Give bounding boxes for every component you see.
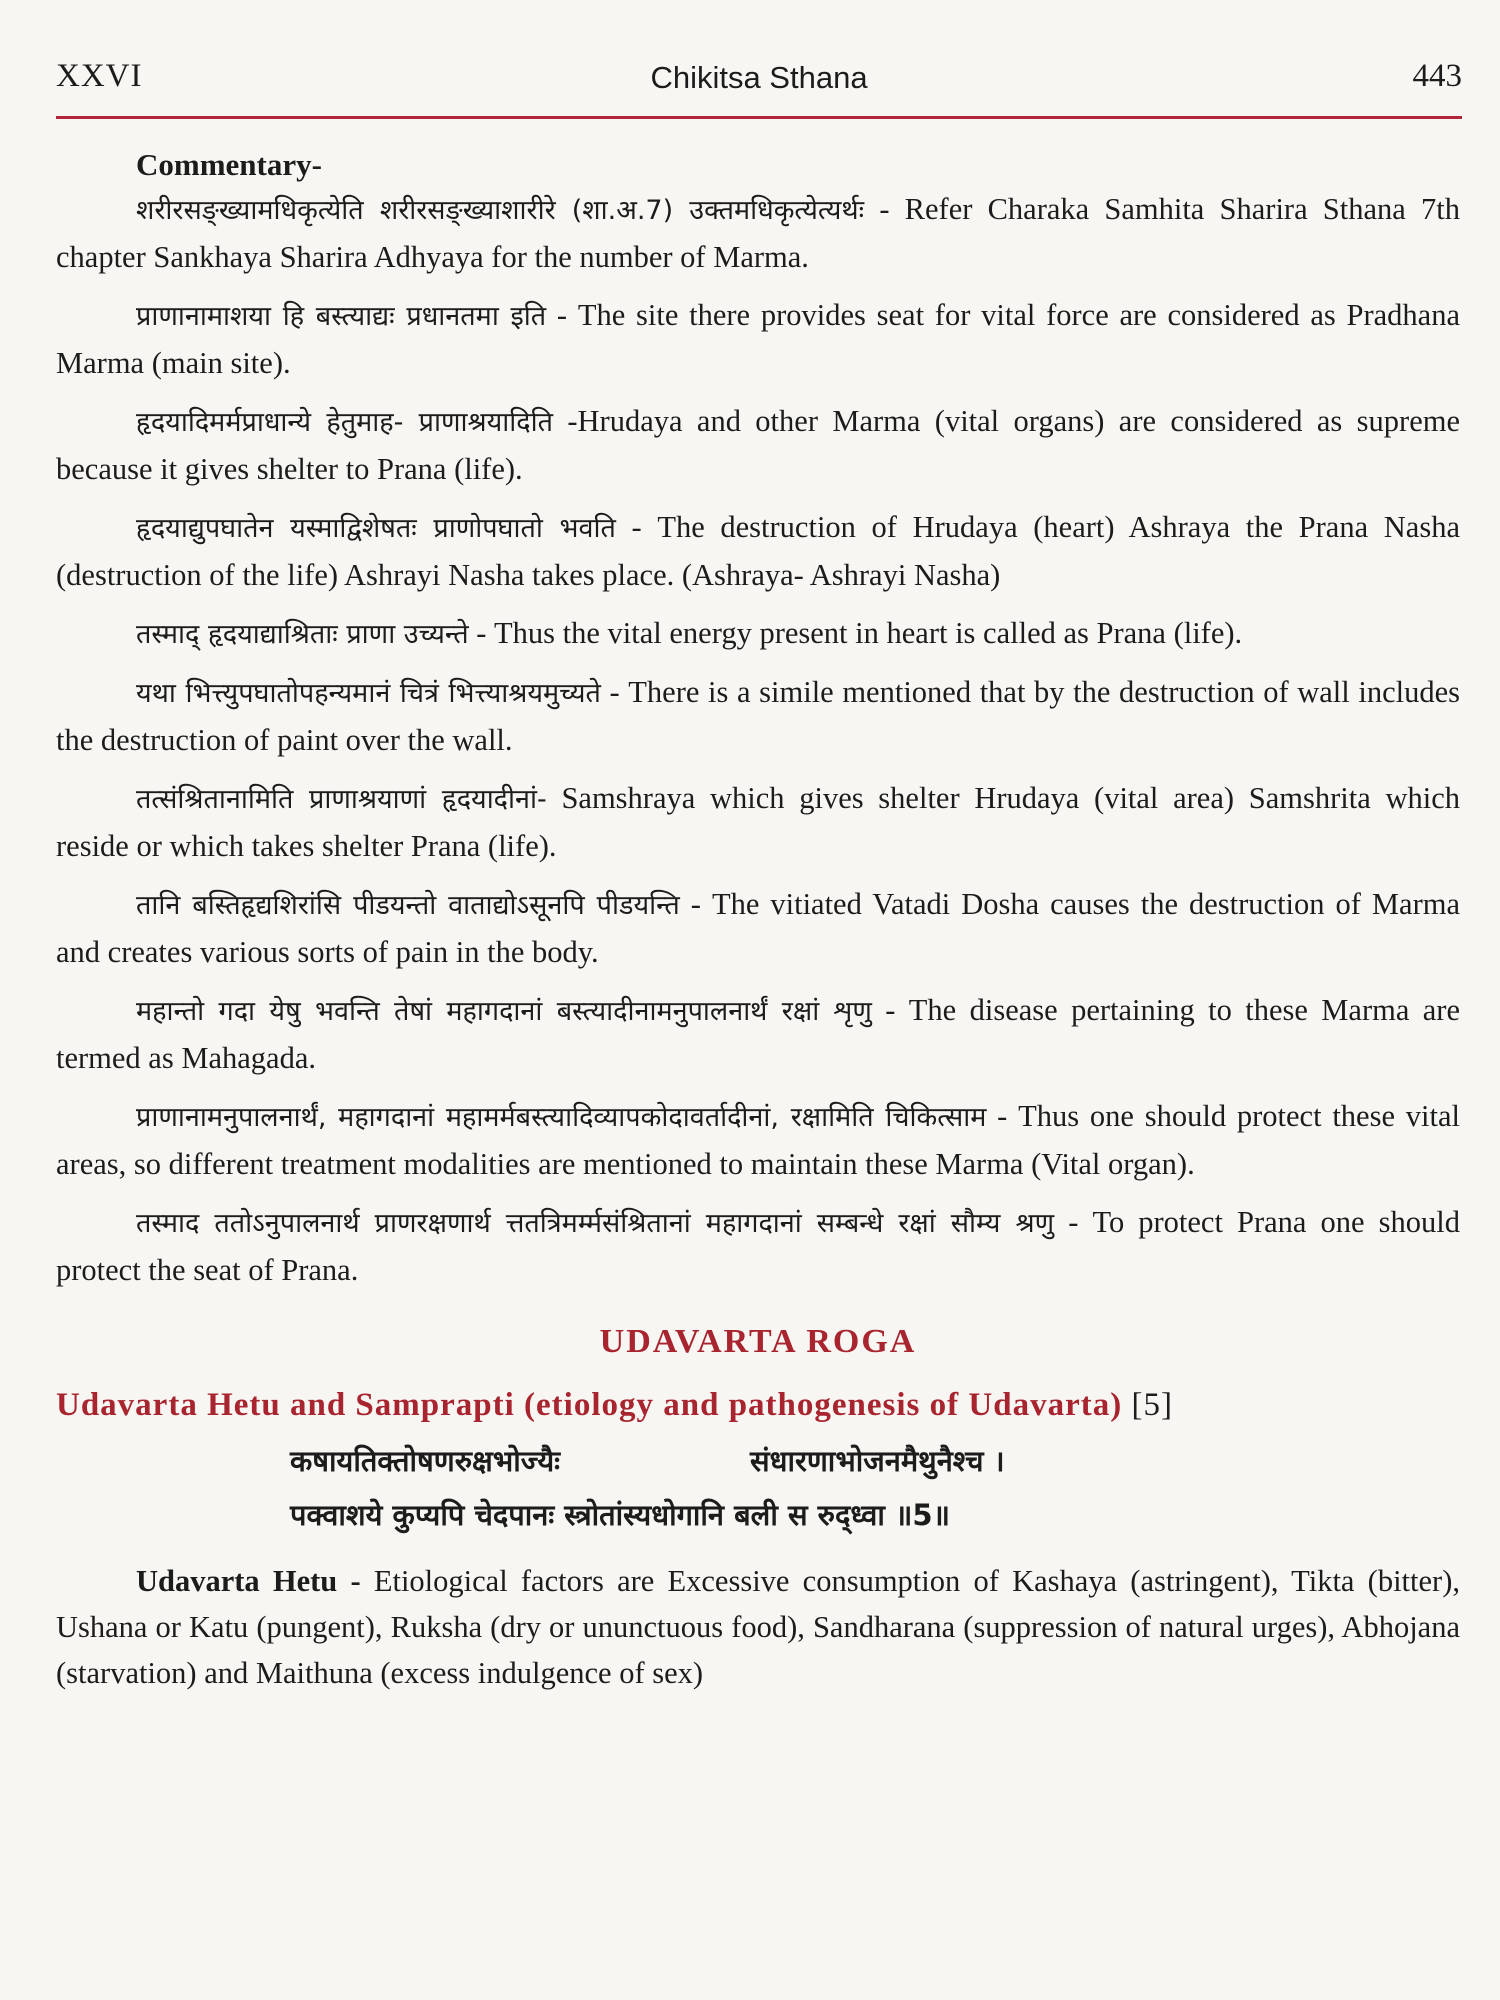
section-title: UDAVARTA ROGA — [599, 1323, 917, 1360]
sanskrit-phrase: महान्तो गदा येषु भवन्ति तेषां महागदानां बस्त्यादीनामनुपालनार्थं रक्षां शृणु — [136, 996, 872, 1027]
sanskrit-phrase: प्राणानामनुपालनार्थं, महागदानां महामर्मबस्त्यादिव्यापकोदावर्तादीनां, रक्षामिति चिकित्साम — [136, 1102, 987, 1133]
sanskrit-phrase: प्राणानामाशया हि बस्त्याद्यः प्रधानतमा इति — [136, 301, 547, 332]
sanskrit-phrase: तस्माद् हृदयाद्याश्रिताः प्राणा उच्यन्ते — [136, 619, 469, 650]
sanskrit-phrase: तस्माद ततोऽनुपालनार्थ प्राणरक्षणार्थ त्ततत्रिमर्म्मसंश्रितानां महागदानां सम्बन्धे रक्षां सौम्य श्रणु — [136, 1208, 1055, 1239]
subsection-title-text: Udavarta Hetu and Samprapti (etiology and pathogenesis of Udavarta) — [56, 1387, 1123, 1423]
commentary-paragraph — [56, 669, 1460, 764]
english-gloss: - Thus the vital energy present in heart is called as Prana (life). — [468, 616, 1243, 650]
commentary-paragraph — [56, 881, 1460, 976]
commentary-paragraph — [56, 186, 1460, 281]
running-title: Chikitsa Sthana — [650, 60, 868, 95]
sanskrit-phrase: यथा भित्त्युपघातोपहन्यमानं चित्रं भित्त्याश्रयमुच्यते — [136, 678, 601, 709]
sanskrit-phrase: हृदयादिमर्मप्राधान्ये हेतुमाह- प्राणाश्रयादिति — [136, 407, 553, 438]
commentary-paragraph — [56, 398, 1460, 493]
hetu-paragraph — [56, 1558, 1460, 1696]
english-gloss: Samshraya which gives shelter Hrudaya (vital area) Samshrita which reside or which takes shelter Prana (life). — [56, 781, 1460, 863]
sanskrit-phrase: शरीरसङ्ख्यामधिकृत्येति शरीरसङ्ख्याशारीरे (शा.अ.7) उक्तमधिकृत्येत्यर्थः — [136, 195, 865, 226]
commentary-paragraph — [56, 1093, 1460, 1188]
english-gloss: - To protect Prana one should protect the seat of Prana. — [56, 1205, 1460, 1287]
page-number: 443 — [1412, 58, 1462, 94]
verse-reference: [5] — [1131, 1387, 1173, 1423]
subsection-title — [56, 1380, 1460, 1430]
english-gloss: - The vitiated Vatadi Dosha causes the destruction of Marma and creates various sorts of pain in the body. — [56, 887, 1460, 969]
verse-line-1 — [290, 1434, 1460, 1488]
sanskrit-phrase: हृदयाद्युपघातेन यस्माद्विशेषतः प्राणोपघातो भवति — [136, 513, 616, 544]
page-body — [56, 140, 1460, 1696]
sanskrit-phrase: तत्संश्रितानामिति प्राणाश्रयाणां हृदयादीनां- — [136, 784, 547, 815]
commentary-paragraph — [56, 775, 1460, 870]
verse-line-2: पक्वाशये कुप्यपि चेदपानः स्त्रोतांस्यधोगानि बली स रुद्ध्वा ॥5॥ — [290, 1498, 950, 1532]
english-gloss: - Thus one should protect these vital areas, so different treatment modalities are mentioned to maintain these Marma (Vital organ). — [56, 1099, 1460, 1181]
commentary-paragraph — [56, 1199, 1460, 1294]
english-gloss: - The site there provides seat for vital force are considered as Pradhana Marma (main site). — [56, 298, 1460, 380]
english-gloss: - The destruction of Hrudaya (heart) Ashraya the Prana Nasha (destruction of the life) Ashrayi Nasha takes place. (Ashraya- Ashrayi Nasha) — [56, 510, 1460, 592]
commentary-paragraph — [56, 987, 1460, 1082]
chapter-number: XXVI — [56, 58, 143, 94]
commentary-paragraph — [56, 610, 1460, 658]
english-gloss: -Hrudaya and other Marma (vital organs) are considered as supreme because it gives shelter to Prana (life). — [56, 404, 1460, 486]
sanskrit-phrase: तानि बस्तिहृद्यशिरांसि पीडयन्तो वाताद्योऽसूनपि पीडयन्ति — [136, 890, 680, 921]
english-gloss: - There is a simile mentioned that by the destruction of wall includes the destruction of paint over the wall. — [56, 675, 1461, 757]
verse-line-1b: संधारणाभोजनमैथुनैश्च । — [750, 1444, 1005, 1478]
commentary-heading: Commentary- — [136, 147, 322, 182]
header-rule — [56, 116, 1462, 119]
english-gloss: - Refer Charaka Samhita Sharira Sthana 7th chapter Sankhaya Sharira Adhyaya for the number of Marma. — [56, 192, 1460, 274]
english-gloss: - The disease pertaining to these Marma are termed as Mahagada. — [56, 993, 1460, 1075]
hetu-lead: Udavarta Hetu - — [136, 1564, 361, 1598]
hetu-text: Etiological factors are Excessive consumption of Kashaya (astringent), Tikta (bitter), Ushana or Katu (pungent), Ruksha (dry or ununctuous food), Sandharana (suppression of natural urges), Abhojana (starvation) and Maithuna (excess indulgence of sex) — [56, 1564, 1460, 1690]
commentary-paragraph — [56, 504, 1460, 599]
commentary-paragraph — [56, 292, 1460, 387]
page-header — [56, 58, 1462, 104]
verse-line-1a: कषायतिक्तोषणरुक्षभोज्यैः — [290, 1444, 561, 1478]
